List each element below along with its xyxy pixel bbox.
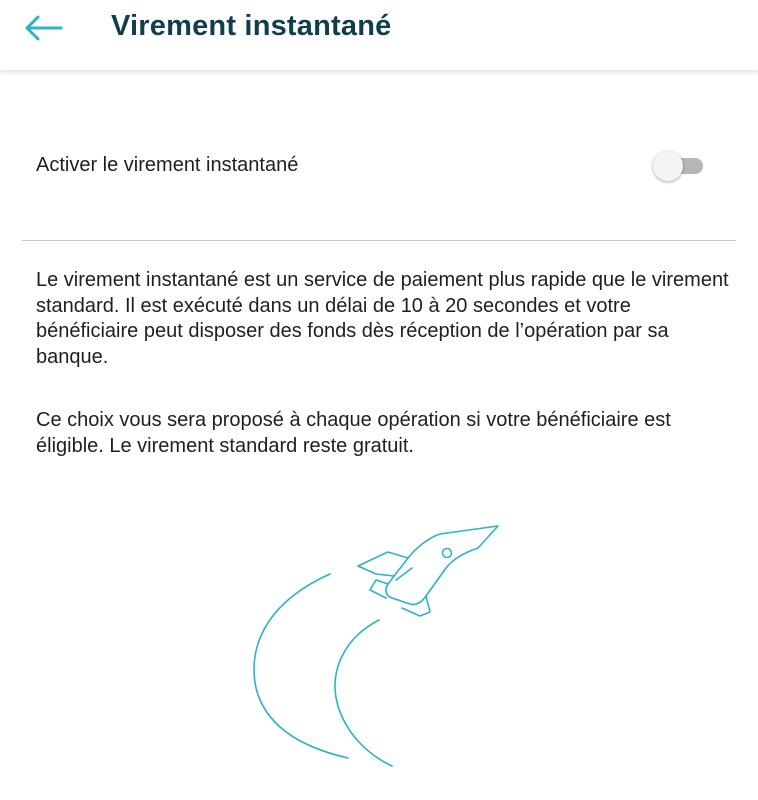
app-bar [0, 0, 758, 71]
eligibility-paragraph: Ce choix vous sera proposé à chaque opération si votre bénéficiaire est éligible. Le virement standard reste gratuit. [36, 409, 671, 457]
description-paragraph: Le virement instantané est un service de paiement plus rapide que le virement standard. Il est exécuté dans un délai de 10 à 20 secondes et votre bénéficiaire peut disposer des fonds dès réception de l’opération par sa banque. [36, 269, 729, 368]
instant-transfer-toggle-label: Activer le virement instantané [36, 154, 299, 176]
page-title: Virement instantané [111, 10, 392, 42]
arrow-left-icon [23, 15, 63, 41]
rocket-icon [240, 510, 530, 780]
instant-transfer-toggle[interactable] [653, 150, 705, 182]
instant-transfer-setting-row[interactable] [0, 135, 758, 197]
back-button[interactable] [20, 8, 66, 48]
divider [22, 240, 736, 241]
toggle-thumb [653, 151, 683, 181]
